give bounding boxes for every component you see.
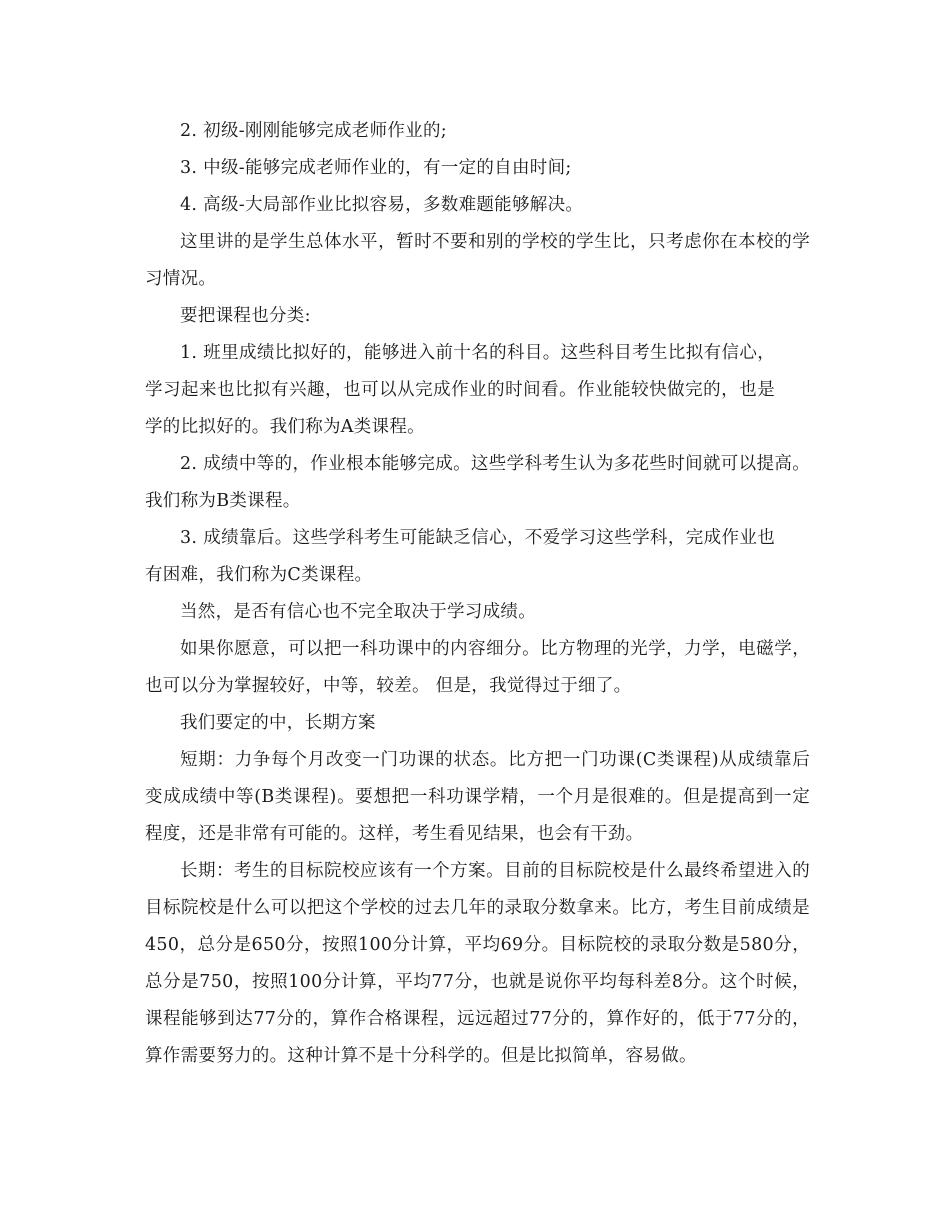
paragraph-class-c: 3. 成绩靠后。这些学科考生可能缺乏信心，不爱学习这些学科，完成作业也有困难，我们称为C类课程。 bbox=[145, 528, 775, 585]
paragraph-course-classification: 要把课程也分类: bbox=[180, 306, 311, 326]
paragraph-subdivide: 如果你愿意，可以把一科功课中的内容细分。比方物理的光学，力学，电磁学，也可以分为掌握较好，中等，较差。 但是，我觉得过于细了。 bbox=[145, 639, 810, 696]
document-body bbox=[145, 113, 810, 1075]
paragraph-class-a: 1. 班里成绩比拟好的，能够进入前十名的科目。这些科目考生比拟有信心，学习起来也比拟有兴趣，也可以从完成作业的时间看。作业能较快做完的，也是学的比拟好的。我们称为A类课程。 bbox=[145, 343, 775, 437]
paragraph-short-term: 短期：力争每个月改变一门功课的状态。比方把一门功课(C类课程)从成绩靠后变成成绩中等(B类课程)。要想把一科功课学精，一个月是很难的。但是提高到一定程度，还是非常有可能的。这样，考生看见结果，也会有干劲。 bbox=[145, 750, 810, 844]
paragraph-confidence: 当然，是否有信心也不完全取决于学习成绩。 bbox=[180, 602, 536, 622]
paragraph-level-beginner: 2. 初级-刚刚能够完成老师作业的; bbox=[180, 121, 447, 141]
paragraph-long-term: 长期：考生的目标院校应该有一个方案。目前的目标院校是什么最终希望进入的目标院校是什么可以把这个学校的过去几年的录取分数拿来。比方，考生目前成绩是450，总分是650分，按照100分计算，平均69分。目标院校的录取分数是580分，总分是750，按照100分计算，平均77分，也就是说你平均每科差8分。这个时候，课程能够到达77分的，算作合格课程，远远超过77分的，算作好的，低于77分的，算作需要努力的。这种计算不是十分科学的。但是比拟简单，容易做。 bbox=[145, 861, 810, 1066]
paragraph-overall-level: 这里讲的是学生总体水平，暂时不要和别的学校的学生比，只考虑你在本校的学习情况。 bbox=[145, 232, 810, 289]
paragraph-level-advanced: 4. 高级-大局部作业比拟容易，多数难题能够解决。 bbox=[180, 195, 584, 215]
paragraph-class-b: 2. 成绩中等的，作业根本能够完成。这些学科考生认为多花些时间就可以提高。我们称为B类课程。 bbox=[145, 454, 810, 511]
paragraph-level-intermediate: 3. 中级-能够完成老师作业的，有一定的自由时间; bbox=[180, 158, 572, 178]
paragraph-plan-heading: 我们要定的中，长期方案 bbox=[180, 713, 376, 733]
